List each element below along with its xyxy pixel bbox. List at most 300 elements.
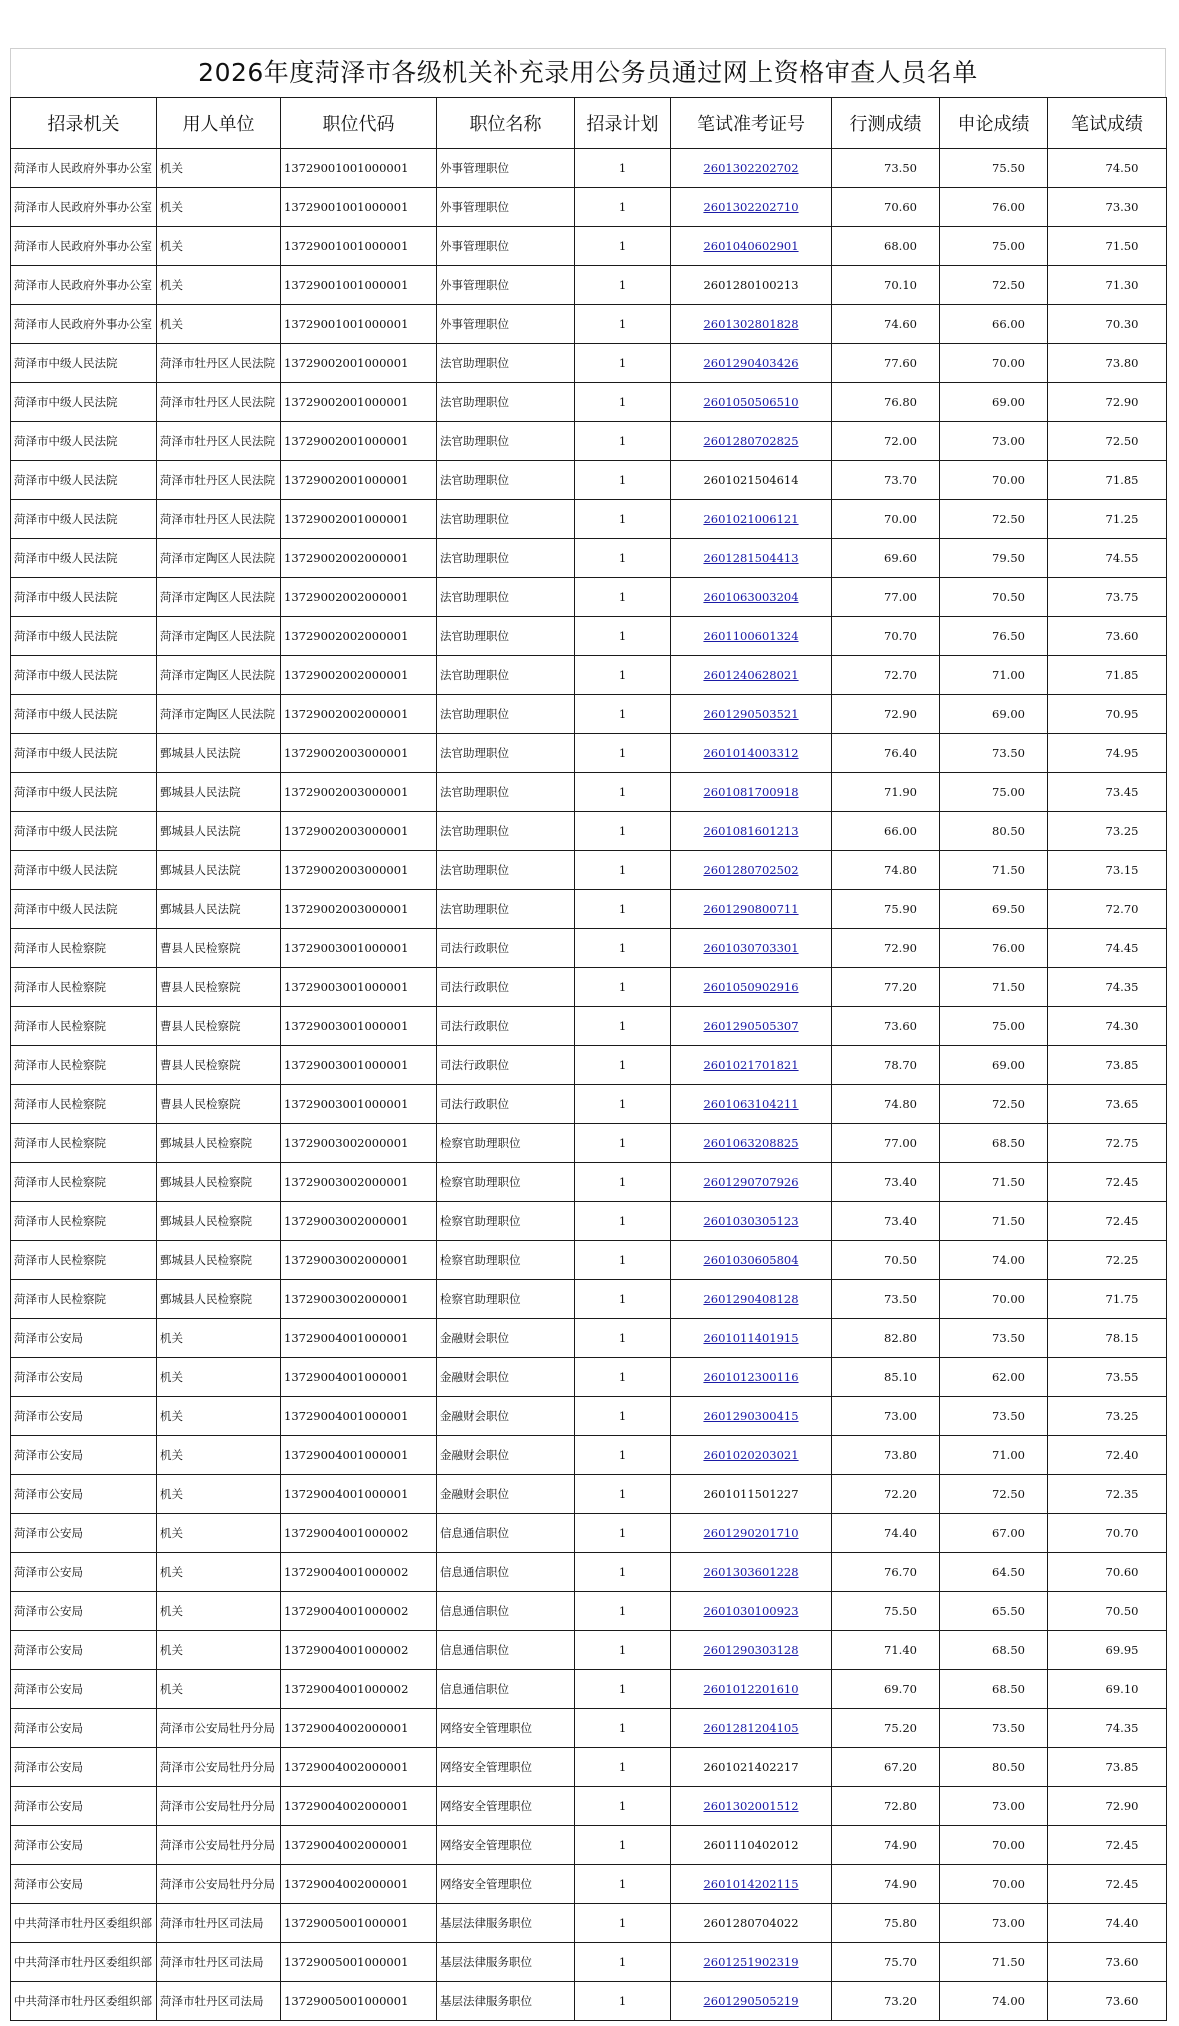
exam-id-link[interactable]: 2601290403426: [703, 355, 799, 370]
cell-code: 13729004002000001: [281, 1865, 437, 1904]
exam-id-link[interactable]: 2601020203021: [703, 1447, 799, 1462]
cell-exam-id: [671, 461, 832, 500]
cell-plan: 1: [575, 929, 671, 968]
cell-position: 外事管理职位: [437, 149, 575, 188]
cell-xingce: 69.70: [832, 1670, 940, 1709]
cell-shenlun: 64.50: [940, 1553, 1048, 1592]
cell-plan: 1: [575, 1709, 671, 1748]
exam-id-link[interactable]: 2601081700918: [703, 784, 799, 799]
cell-position: 司法行政职位: [437, 1046, 575, 1085]
cell-exam-id: [671, 968, 832, 1007]
cell-unit: 机关: [157, 227, 281, 266]
cell-shenlun: 76.50: [940, 617, 1048, 656]
cell-agency: 菏泽市中级人民法院: [11, 461, 157, 500]
exam-id-link[interactable]: 2601021006121: [703, 511, 799, 526]
cell-position: 法官助理职位: [437, 656, 575, 695]
cell-total: 74.35: [1048, 1709, 1167, 1748]
cell-code: 13729004001000002: [281, 1631, 437, 1670]
cell-agency: 菏泽市公安局: [11, 1358, 157, 1397]
cell-shenlun: 73.50: [940, 734, 1048, 773]
cell-unit: 菏泽市牡丹区人民法院: [157, 422, 281, 461]
cell-xingce: 70.50: [832, 1241, 940, 1280]
exam-id-link[interactable]: 2601021701821: [703, 1057, 799, 1072]
table-row: [11, 1046, 1167, 1085]
cell-exam-id: [671, 1475, 832, 1514]
cell-shenlun: 73.50: [940, 1709, 1048, 1748]
cell-unit: 机关: [157, 1670, 281, 1709]
cell-unit: 机关: [157, 188, 281, 227]
cell-shenlun: 62.00: [940, 1358, 1048, 1397]
cell-exam-id: [671, 1943, 832, 1982]
cell-xingce: 77.00: [832, 1124, 940, 1163]
cell-agency: 菏泽市中级人民法院: [11, 812, 157, 851]
table-row: [11, 929, 1167, 968]
cell-position: 法官助理职位: [437, 734, 575, 773]
cell-total: 73.55: [1048, 1358, 1167, 1397]
cell-xingce: 77.20: [832, 968, 940, 1007]
cell-xingce: 75.90: [832, 890, 940, 929]
cell-xingce: 72.90: [832, 695, 940, 734]
table-row: [11, 149, 1167, 188]
cell-agency: 菏泽市中级人民法院: [11, 422, 157, 461]
cell-exam-id: [671, 500, 832, 539]
table-row: [11, 695, 1167, 734]
cell-shenlun: 74.00: [940, 1982, 1048, 2021]
cell-code: 13729003002000001: [281, 1124, 437, 1163]
cell-shenlun: 71.00: [940, 656, 1048, 695]
cell-shenlun: 74.00: [940, 1241, 1048, 1280]
table-row: [11, 1592, 1167, 1631]
table-row: [11, 383, 1167, 422]
cell-code: 13729001001000001: [281, 266, 437, 305]
cell-shenlun: 73.00: [940, 422, 1048, 461]
table-row: [11, 617, 1167, 656]
exam-id-link[interactable]: 2601030305123: [703, 1213, 799, 1228]
cell-xingce: 72.80: [832, 1787, 940, 1826]
cell-code: 13729003001000001: [281, 1046, 437, 1085]
cell-total: 73.60: [1048, 617, 1167, 656]
cell-total: 73.25: [1048, 812, 1167, 851]
cell-unit: 菏泽市牡丹区司法局: [157, 1904, 281, 1943]
cell-shenlun: 69.00: [940, 695, 1048, 734]
exam-id-text: 2601021504614: [703, 472, 799, 487]
table-row: [11, 1709, 1167, 1748]
cell-agency: 菏泽市中级人民法院: [11, 695, 157, 734]
cell-unit: 机关: [157, 1514, 281, 1553]
table-row: [11, 188, 1167, 227]
exam-id-link[interactable]: 2601063003204: [703, 589, 799, 604]
cell-position: 网络安全管理职位: [437, 1787, 575, 1826]
cell-agency: 菏泽市公安局: [11, 1436, 157, 1475]
header-plan: 招录计划: [575, 98, 671, 149]
cell-unit: 机关: [157, 1553, 281, 1592]
cell-plan: 1: [575, 695, 671, 734]
exam-id-link[interactable]: 2601063208825: [703, 1135, 799, 1150]
header-row: [11, 98, 1167, 149]
cell-exam-id: [671, 227, 832, 266]
cell-position: 法官助理职位: [437, 422, 575, 461]
cell-shenlun: 65.50: [940, 1592, 1048, 1631]
exam-id-link[interactable]: 2601011401915: [703, 1330, 799, 1345]
cell-code: 13729001001000001: [281, 227, 437, 266]
cell-unit: 鄄城县人民法院: [157, 773, 281, 812]
cell-xingce: 74.40: [832, 1514, 940, 1553]
cell-plan: 1: [575, 1319, 671, 1358]
cell-xingce: 70.70: [832, 617, 940, 656]
cell-agency: 菏泽市人民检察院: [11, 1280, 157, 1319]
cell-xingce: 73.50: [832, 149, 940, 188]
cell-position: 网络安全管理职位: [437, 1709, 575, 1748]
cell-code: 13729004001000001: [281, 1397, 437, 1436]
exam-id-link[interactable]: 2601290408128: [703, 1291, 799, 1306]
cell-code: 13729002001000001: [281, 383, 437, 422]
cell-xingce: 71.90: [832, 773, 940, 812]
cell-shenlun: 68.50: [940, 1631, 1048, 1670]
cell-position: 法官助理职位: [437, 344, 575, 383]
table-row: [11, 1358, 1167, 1397]
cell-position: 金融财会职位: [437, 1358, 575, 1397]
cell-xingce: 73.50: [832, 1280, 940, 1319]
cell-unit: 机关: [157, 1475, 281, 1514]
cell-xingce: 77.60: [832, 344, 940, 383]
cell-total: 70.70: [1048, 1514, 1167, 1553]
cell-exam-id: [671, 890, 832, 929]
cell-unit: 曹县人民检察院: [157, 1046, 281, 1085]
cell-unit: 机关: [157, 1397, 281, 1436]
cell-exam-id: [671, 422, 832, 461]
cell-plan: 1: [575, 1553, 671, 1592]
cell-unit: 鄄城县人民法院: [157, 890, 281, 929]
cell-shenlun: 75.00: [940, 227, 1048, 266]
cell-unit: 机关: [157, 149, 281, 188]
cell-total: 71.85: [1048, 461, 1167, 500]
exam-id-link[interactable]: 2601290707926: [703, 1174, 799, 1189]
cell-position: 检察官助理职位: [437, 1280, 575, 1319]
cell-plan: 1: [575, 1592, 671, 1631]
cell-agency: 菏泽市人民检察院: [11, 968, 157, 1007]
exam-id-link[interactable]: 2601030100923: [703, 1603, 799, 1618]
table-row: [11, 1904, 1167, 1943]
exam-id-link[interactable]: 2601281504413: [703, 550, 799, 565]
cell-shenlun: 72.50: [940, 500, 1048, 539]
header-agency: 招录机关: [11, 98, 157, 149]
table-row: [11, 266, 1167, 305]
cell-position: 司法行政职位: [437, 1007, 575, 1046]
table-row: [11, 1514, 1167, 1553]
cell-plan: 1: [575, 968, 671, 1007]
exam-id-link[interactable]: 2601290201710: [703, 1525, 799, 1540]
exam-id-link[interactable]: 2601050506510: [703, 394, 799, 409]
exam-id-link[interactable]: 2601040602901: [703, 238, 799, 253]
cell-agency: 菏泽市中级人民法院: [11, 773, 157, 812]
cell-agency: 菏泽市中级人民法院: [11, 500, 157, 539]
cell-xingce: 68.00: [832, 227, 940, 266]
table-row: [11, 422, 1167, 461]
cell-unit: 菏泽市公安局牡丹分局: [157, 1748, 281, 1787]
cell-code: 13729004001000001: [281, 1475, 437, 1514]
cell-position: 金融财会职位: [437, 1436, 575, 1475]
exam-id-link[interactable]: 2601302001512: [703, 1798, 799, 1813]
exam-id-link[interactable]: 2601050902916: [703, 979, 799, 994]
table-row: [11, 1475, 1167, 1514]
cell-exam-id: [671, 1163, 832, 1202]
cell-agency: 菏泽市公安局: [11, 1475, 157, 1514]
cell-unit: 菏泽市定陶区人民法院: [157, 578, 281, 617]
exam-id-link[interactable]: 2601303601228: [703, 1564, 799, 1579]
cell-xingce: 70.00: [832, 500, 940, 539]
cell-position: 网络安全管理职位: [437, 1748, 575, 1787]
cell-plan: 1: [575, 1007, 671, 1046]
cell-position: 信息通信职位: [437, 1631, 575, 1670]
cell-plan: 1: [575, 149, 671, 188]
exam-id-link[interactable]: 2601290503521: [703, 706, 799, 721]
cell-code: 13729004001000002: [281, 1553, 437, 1592]
cell-unit: 菏泽市牡丹区人民法院: [157, 383, 281, 422]
header-position: 职位名称: [437, 98, 575, 149]
cell-exam-id: [671, 1280, 832, 1319]
cell-unit: 机关: [157, 1358, 281, 1397]
cell-position: 信息通信职位: [437, 1514, 575, 1553]
cell-position: 法官助理职位: [437, 890, 575, 929]
cell-shenlun: 73.50: [940, 1319, 1048, 1358]
cell-code: 13729002002000001: [281, 539, 437, 578]
cell-exam-id: [671, 149, 832, 188]
cell-total: 74.40: [1048, 1904, 1167, 1943]
exam-id-link[interactable]: 2601302202702: [703, 160, 799, 175]
document-title: 2026年度菏泽市各级机关补充录用公务员通过网上资格审查人员名单: [10, 48, 1166, 97]
cell-shenlun: 71.50: [940, 1943, 1048, 1982]
cell-plan: 1: [575, 1241, 671, 1280]
cell-position: 检察官助理职位: [437, 1241, 575, 1280]
cell-code: 13729005001000001: [281, 1982, 437, 2021]
cell-xingce: 82.80: [832, 1319, 940, 1358]
cell-xingce: 78.70: [832, 1046, 940, 1085]
table-row: [11, 1436, 1167, 1475]
cell-total: 73.80: [1048, 344, 1167, 383]
cell-agency: 菏泽市公安局: [11, 1553, 157, 1592]
cell-total: 72.35: [1048, 1475, 1167, 1514]
exam-id-text: 2601280100213: [703, 277, 799, 292]
cell-position: 法官助理职位: [437, 851, 575, 890]
table-row: [11, 1982, 1167, 2021]
table-row: [11, 1865, 1167, 1904]
cell-plan: 1: [575, 266, 671, 305]
cell-unit: 鄄城县人民法院: [157, 734, 281, 773]
cell-total: 73.85: [1048, 1748, 1167, 1787]
cell-unit: 机关: [157, 1319, 281, 1358]
exam-id-text: 2601021402217: [703, 1759, 799, 1774]
cell-exam-id: [671, 1085, 832, 1124]
cell-shenlun: 73.00: [940, 1787, 1048, 1826]
cell-xingce: 72.00: [832, 422, 940, 461]
cell-xingce: 73.60: [832, 1007, 940, 1046]
exam-id-link[interactable]: 2601280702825: [703, 433, 799, 448]
exam-id-link[interactable]: 2601251902319: [703, 1954, 799, 1969]
table-row: [11, 500, 1167, 539]
cell-code: 13729002002000001: [281, 656, 437, 695]
cell-position: 检察官助理职位: [437, 1202, 575, 1241]
cell-unit: 机关: [157, 1631, 281, 1670]
cell-total: 74.55: [1048, 539, 1167, 578]
exam-id-link[interactable]: 2601014202115: [703, 1876, 799, 1891]
cell-total: 73.60: [1048, 1943, 1167, 1982]
cell-exam-id: [671, 305, 832, 344]
cell-plan: 1: [575, 1280, 671, 1319]
cell-total: 73.25: [1048, 1397, 1167, 1436]
cell-agency: 菏泽市人民检察院: [11, 1007, 157, 1046]
exam-id-link[interactable]: 2601012201610: [703, 1681, 799, 1696]
cell-total: 71.25: [1048, 500, 1167, 539]
table-row: [11, 305, 1167, 344]
exam-id-link[interactable]: 2601290800711: [703, 901, 799, 916]
cell-agency: 菏泽市人民检察院: [11, 1085, 157, 1124]
cell-exam-id: [671, 1436, 832, 1475]
cell-xingce: 75.20: [832, 1709, 940, 1748]
cell-shenlun: 75.50: [940, 149, 1048, 188]
cell-code: 13729004002000001: [281, 1748, 437, 1787]
cell-position: 法官助理职位: [437, 773, 575, 812]
cell-xingce: 71.40: [832, 1631, 940, 1670]
cell-code: 13729002003000001: [281, 734, 437, 773]
cell-exam-id: [671, 1514, 832, 1553]
cell-xingce: 74.80: [832, 851, 940, 890]
cell-code: 13729004001000001: [281, 1436, 437, 1475]
cell-plan: 1: [575, 1163, 671, 1202]
cell-agency: 菏泽市人民检察院: [11, 1202, 157, 1241]
cell-code: 13729002002000001: [281, 617, 437, 656]
cell-shenlun: 71.50: [940, 851, 1048, 890]
cell-shenlun: 70.50: [940, 578, 1048, 617]
exam-id-link[interactable]: 2601240628021: [703, 667, 799, 682]
cell-total: 73.85: [1048, 1046, 1167, 1085]
exam-id-link[interactable]: 2601302801828: [703, 316, 799, 331]
cell-agency: 菏泽市中级人民法院: [11, 851, 157, 890]
cell-total: 73.60: [1048, 1982, 1167, 2021]
cell-shenlun: 70.00: [940, 461, 1048, 500]
cell-position: 司法行政职位: [437, 929, 575, 968]
cell-agency: 菏泽市公安局: [11, 1670, 157, 1709]
cell-shenlun: 71.00: [940, 1436, 1048, 1475]
cell-xingce: 72.70: [832, 656, 940, 695]
exam-id-link[interactable]: 2601014003312: [703, 745, 799, 760]
cell-shenlun: 66.00: [940, 305, 1048, 344]
cell-plan: 1: [575, 1124, 671, 1163]
cell-shenlun: 79.50: [940, 539, 1048, 578]
exam-id-link[interactable]: 2601302202710: [703, 199, 799, 214]
cell-unit: 菏泽市牡丹区人民法院: [157, 500, 281, 539]
cell-agency: 菏泽市公安局: [11, 1748, 157, 1787]
cell-unit: 鄄城县人民法院: [157, 851, 281, 890]
cell-exam-id: [671, 1709, 832, 1748]
table-row: [11, 227, 1167, 266]
cell-total: 72.50: [1048, 422, 1167, 461]
table-row: [11, 1943, 1167, 1982]
exam-id-link[interactable]: 2601030605804: [703, 1252, 799, 1267]
cell-agency: 菏泽市中级人民法院: [11, 383, 157, 422]
cell-exam-id: [671, 1358, 832, 1397]
cell-code: 13729003002000001: [281, 1241, 437, 1280]
table-row: [11, 1670, 1167, 1709]
exam-id-link[interactable]: 2601290505219: [703, 1993, 799, 2008]
cell-position: 基层法律服务职位: [437, 1982, 575, 2021]
exam-id-link[interactable]: 2601280702502: [703, 862, 799, 877]
cell-position: 信息通信职位: [437, 1670, 575, 1709]
exam-id-link[interactable]: 2601030703301: [703, 940, 799, 955]
cell-position: 法官助理职位: [437, 695, 575, 734]
cell-position: 信息通信职位: [437, 1553, 575, 1592]
cell-unit: 菏泽市公安局牡丹分局: [157, 1709, 281, 1748]
cell-code: 13729004001000001: [281, 1358, 437, 1397]
cell-unit: 鄄城县人民检察院: [157, 1280, 281, 1319]
exam-id-link[interactable]: 2601100601324: [703, 628, 799, 643]
cell-unit: 菏泽市牡丹区人民法院: [157, 344, 281, 383]
cell-xingce: 73.80: [832, 1436, 940, 1475]
exam-id-link[interactable]: 2601290505307: [703, 1018, 799, 1033]
cell-shenlun: 75.00: [940, 1007, 1048, 1046]
cell-total: 71.85: [1048, 656, 1167, 695]
cell-exam-id: [671, 617, 832, 656]
cell-exam-id: [671, 578, 832, 617]
cell-position: 检察官助理职位: [437, 1163, 575, 1202]
exam-id-link[interactable]: 2601063104211: [703, 1096, 799, 1111]
exam-id-link[interactable]: 2601290303128: [703, 1642, 799, 1657]
cell-total: 71.30: [1048, 266, 1167, 305]
cell-agency: 菏泽市公安局: [11, 1709, 157, 1748]
cell-total: 73.75: [1048, 578, 1167, 617]
cell-code: 13729002001000001: [281, 461, 437, 500]
cell-xingce: 75.80: [832, 1904, 940, 1943]
exam-id-link[interactable]: 2601081601213: [703, 823, 799, 838]
cell-total: 74.35: [1048, 968, 1167, 1007]
exam-id-link[interactable]: 2601012300116: [703, 1369, 799, 1384]
exam-id-link[interactable]: 2601281204105: [703, 1720, 799, 1735]
cell-plan: 1: [575, 1475, 671, 1514]
cell-plan: 1: [575, 500, 671, 539]
cell-plan: 1: [575, 1865, 671, 1904]
cell-plan: 1: [575, 1631, 671, 1670]
table-row: [11, 344, 1167, 383]
cell-total: 72.75: [1048, 1124, 1167, 1163]
cell-xingce: 76.70: [832, 1553, 940, 1592]
cell-plan: 1: [575, 851, 671, 890]
cell-position: 网络安全管理职位: [437, 1826, 575, 1865]
cell-position: 信息通信职位: [437, 1592, 575, 1631]
cell-total: 71.50: [1048, 227, 1167, 266]
cell-position: 司法行政职位: [437, 1085, 575, 1124]
exam-id-link[interactable]: 2601290300415: [703, 1408, 799, 1423]
cell-plan: 1: [575, 578, 671, 617]
cell-plan: 1: [575, 461, 671, 500]
roster-table: [10, 97, 1167, 2021]
cell-agency: 菏泽市人民政府外事办公室: [11, 227, 157, 266]
cell-code: 13729002003000001: [281, 851, 437, 890]
table-row: [11, 1826, 1167, 1865]
cell-unit: 菏泽市牡丹区人民法院: [157, 461, 281, 500]
cell-total: 69.10: [1048, 1670, 1167, 1709]
cell-code: 13729004001000001: [281, 1319, 437, 1358]
cell-shenlun: 69.00: [940, 383, 1048, 422]
table-row: [11, 656, 1167, 695]
cell-code: 13729003002000001: [281, 1280, 437, 1319]
cell-agency: 菏泽市人民检察院: [11, 1124, 157, 1163]
cell-total: 70.50: [1048, 1592, 1167, 1631]
cell-plan: 1: [575, 1787, 671, 1826]
table-row: [11, 1202, 1167, 1241]
cell-exam-id: [671, 1397, 832, 1436]
cell-code: 13729002001000001: [281, 344, 437, 383]
cell-agency: 菏泽市中级人民法院: [11, 656, 157, 695]
cell-agency: 菏泽市人民政府外事办公室: [11, 305, 157, 344]
